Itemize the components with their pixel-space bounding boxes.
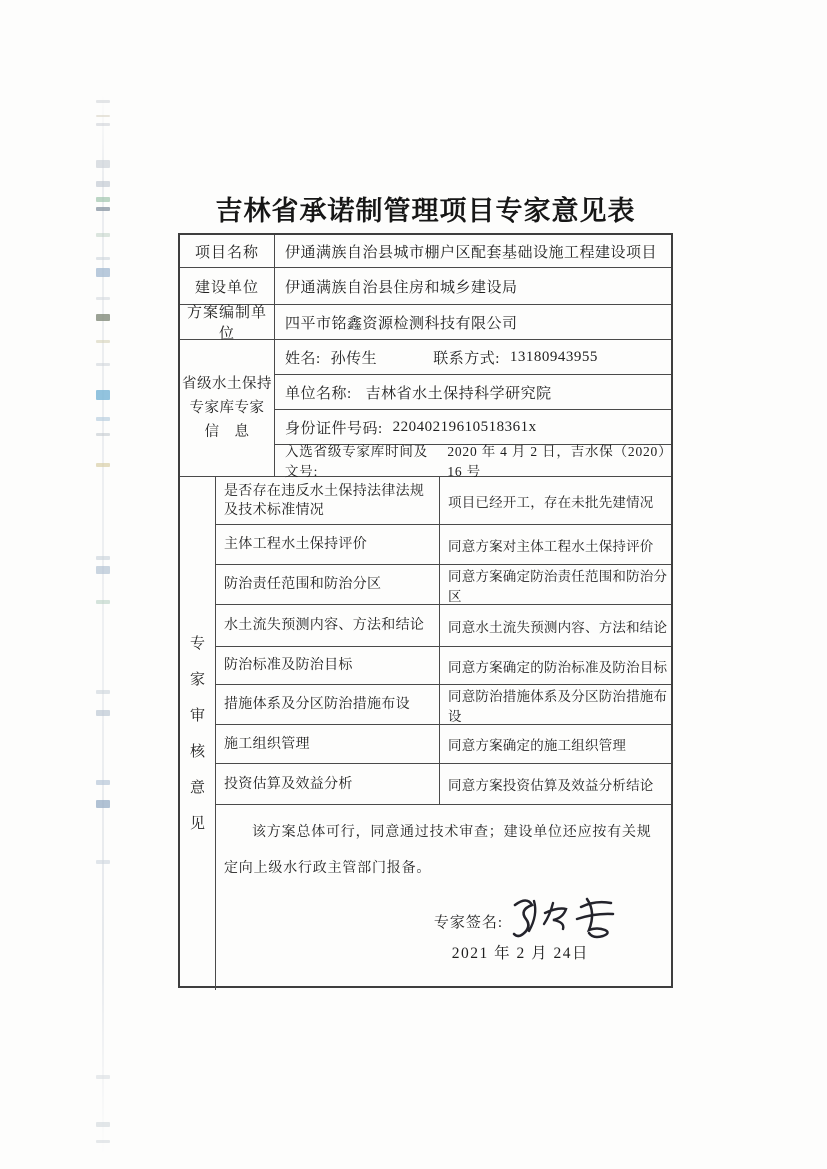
scan-artifact bbox=[96, 257, 110, 260]
review-row bbox=[216, 565, 671, 605]
field-value: 伊通满族自治县城市棚户区配套基础设施工程建设项目 bbox=[285, 244, 658, 261]
scan-artifact bbox=[96, 800, 110, 808]
field-label: 建设单位 bbox=[180, 268, 275, 304]
signature-row bbox=[216, 901, 671, 941]
review-criteria: 是否存在违反水土保持法律法规及技术标准情况 bbox=[216, 477, 440, 524]
unit-value: 吉林省水土保持科学研究院 bbox=[365, 385, 552, 402]
scan-artifact bbox=[96, 123, 110, 126]
scan-artifact bbox=[96, 463, 110, 467]
review-section bbox=[180, 477, 671, 990]
document-title: 吉林省承诺制管理项目专家意见表 bbox=[215, 196, 636, 226]
id-value: 22040219610518361x bbox=[392, 418, 537, 435]
review-opinion: 项目已经开工，存在未批先建情况 bbox=[448, 494, 654, 510]
review-criteria: 施工组织管理 bbox=[216, 725, 440, 763]
scan-artifact bbox=[96, 860, 110, 864]
scan-artifact bbox=[96, 363, 110, 366]
field-value: 伊通满族自治县住房和城乡建设局 bbox=[285, 279, 518, 296]
review-criteria: 防治责任范围和防治分区 bbox=[216, 565, 440, 604]
scan-artifact bbox=[96, 1122, 110, 1127]
conclusion-text: 该方案总体可行，同意通过技术审查；建设单位还应按有关规定向上级水行政主管部门报备。 bbox=[224, 825, 652, 876]
scan-artifact bbox=[96, 115, 110, 117]
table-row-plan-compiler bbox=[180, 305, 671, 340]
review-row bbox=[216, 647, 671, 685]
conclusion-block bbox=[216, 805, 671, 990]
review-row bbox=[216, 685, 671, 725]
review-row bbox=[216, 525, 671, 565]
expert-info-block bbox=[180, 340, 671, 477]
scan-artifact bbox=[96, 268, 110, 277]
scan-artifact bbox=[96, 233, 110, 237]
review-criteria: 投资估算及效益分析 bbox=[216, 764, 440, 804]
review-row bbox=[216, 477, 671, 525]
table-row-project-name bbox=[180, 235, 671, 268]
expert-selection-row bbox=[275, 443, 671, 479]
selection-value: 2020 年 4 月 2 日，吉水保（2020）16 号 bbox=[447, 443, 666, 479]
scan-artifact bbox=[96, 160, 110, 168]
scan-artifact bbox=[96, 297, 110, 300]
expert-name-row bbox=[275, 340, 671, 375]
id-label: 身份证件号码: bbox=[285, 420, 383, 437]
review-opinion: 同意防治措施体系及分区防治措施布设 bbox=[448, 688, 668, 724]
field-value: 四平市铭鑫资源检测科技有限公司 bbox=[285, 315, 518, 332]
scan-artifact bbox=[96, 1075, 110, 1079]
scan-artifact-strip bbox=[94, 95, 114, 1155]
scan-artifact bbox=[96, 556, 110, 560]
scan-artifact-line bbox=[102, 95, 104, 1155]
name-label: 姓名: bbox=[285, 350, 321, 367]
review-criteria: 防治标准及防治目标 bbox=[216, 647, 440, 684]
review-row bbox=[216, 764, 671, 805]
expert-unit-row bbox=[275, 375, 671, 410]
scan-artifact bbox=[96, 780, 110, 785]
review-criteria: 主体工程水土保持评价 bbox=[216, 525, 440, 564]
expert-info-label-line: 省级水土保持 bbox=[182, 376, 272, 392]
contact-value: 13180943955 bbox=[509, 348, 598, 365]
contact-label: 联系方式: bbox=[433, 350, 500, 367]
review-opinion: 同意方案对主体工程水土保持评价 bbox=[448, 538, 654, 554]
unit-label: 单位名称: bbox=[285, 385, 352, 402]
scan-artifact bbox=[96, 197, 110, 202]
scan-artifact bbox=[96, 690, 110, 694]
review-opinion: 同意方案投资估算及效益分析结论 bbox=[448, 778, 654, 793]
review-opinion: 同意水土流失预测内容、方法和结论 bbox=[448, 619, 668, 635]
review-rows bbox=[216, 477, 671, 990]
field-label: 项目名称 bbox=[180, 235, 275, 267]
scan-artifact bbox=[96, 600, 110, 604]
expert-info-details bbox=[275, 340, 671, 479]
review-row bbox=[216, 605, 671, 647]
signature-label: 专家签名: bbox=[433, 914, 503, 931]
review-criteria: 水土流失预测内容、方法和结论 bbox=[216, 605, 440, 646]
review-opinion: 同意方案确定的防治标准及防治目标 bbox=[448, 659, 668, 675]
review-row bbox=[216, 725, 671, 764]
selection-label: 入选省级专家库时间及文号: bbox=[285, 443, 428, 479]
expert-info-label-line: 信 息 bbox=[204, 424, 250, 440]
scan-artifact bbox=[96, 340, 110, 343]
expert-info-label bbox=[180, 340, 275, 476]
table-row-construction-unit bbox=[180, 268, 671, 305]
scan-artifact bbox=[96, 207, 110, 211]
scan-artifact bbox=[96, 390, 110, 400]
review-opinion: 同意方案确定的施工组织管理 bbox=[448, 738, 627, 753]
review-opinion: 同意方案确定防治责任范围和防治分区 bbox=[448, 568, 668, 604]
scan-artifact bbox=[96, 181, 110, 187]
review-section-label-cell bbox=[180, 477, 216, 990]
expert-opinion-form-table bbox=[178, 233, 673, 988]
review-date: 2021 年 2 月 24日 bbox=[451, 945, 589, 962]
review-criteria: 措施体系及分区防治措施布设 bbox=[216, 685, 440, 724]
scan-artifact bbox=[96, 710, 110, 716]
scan-artifact bbox=[96, 417, 110, 421]
scan-artifact bbox=[96, 100, 110, 103]
scan-artifact bbox=[96, 433, 110, 436]
scan-artifact bbox=[96, 1140, 110, 1143]
scan-artifact bbox=[96, 566, 110, 574]
expert-signature-handwriting bbox=[507, 889, 635, 941]
field-label: 方案编制单位 bbox=[180, 305, 275, 339]
name-value: 孙传生 bbox=[330, 350, 378, 367]
review-section-label: 专家审核意见 bbox=[189, 635, 205, 832]
expert-info-label-line: 专家库专家 bbox=[189, 400, 265, 416]
scan-artifact bbox=[96, 314, 110, 321]
